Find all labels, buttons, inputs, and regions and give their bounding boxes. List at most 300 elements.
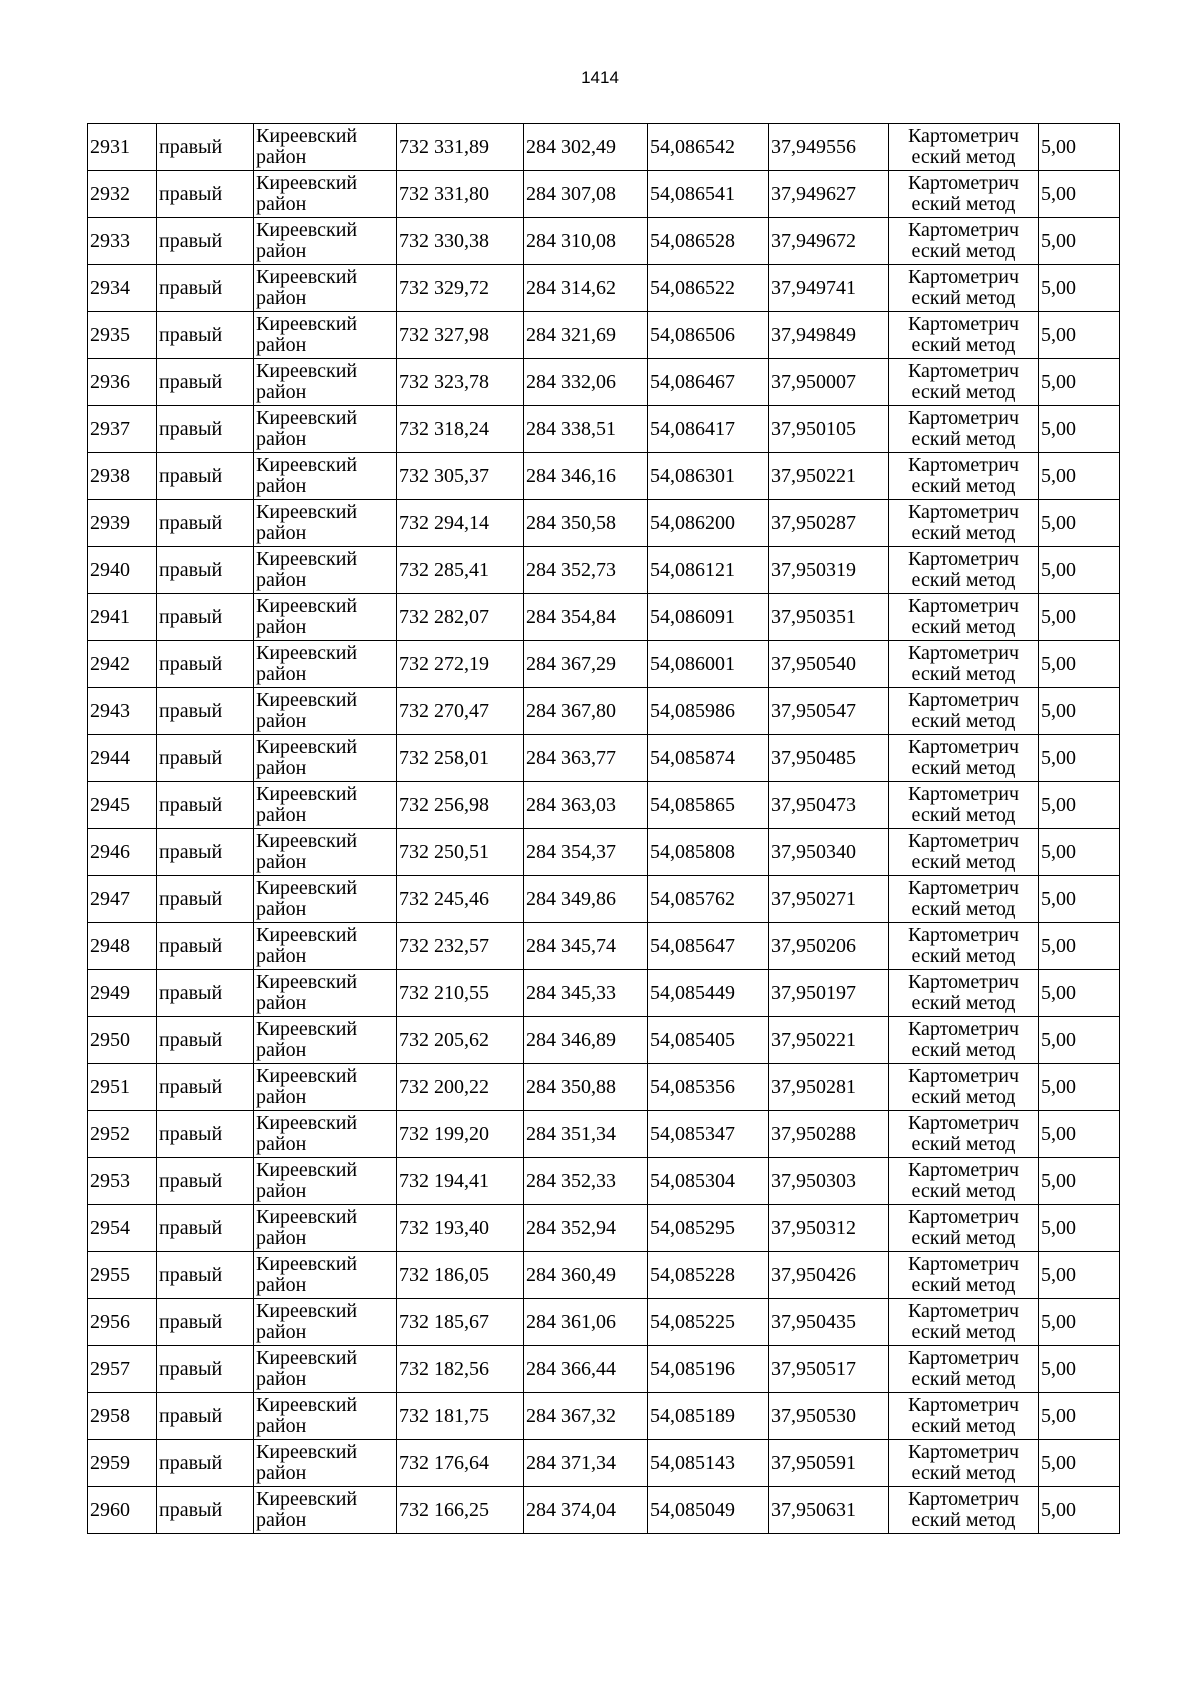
method-cell-line: Картометрич xyxy=(907,595,1020,617)
method-cell xyxy=(889,1064,1039,1111)
district-cell xyxy=(254,1064,397,1111)
point-number-cell: 2939 xyxy=(88,500,157,547)
accuracy-cell: 5,00 xyxy=(1039,500,1120,547)
method-cell xyxy=(889,265,1039,312)
point-number-cell: 2951 xyxy=(88,1064,157,1111)
coord-x-cell: 732 245,46 xyxy=(397,876,524,923)
table-row xyxy=(88,688,1120,735)
coord-y-cell: 284 363,03 xyxy=(524,782,648,829)
method-cell xyxy=(889,171,1039,218)
district-cell-line: район xyxy=(256,240,307,262)
method-cell-line: еский метод xyxy=(911,475,1016,497)
district-cell xyxy=(254,688,397,735)
coord-x-cell: 732 185,67 xyxy=(397,1299,524,1346)
district-cell-line: Киреевский xyxy=(256,1347,358,1369)
method-cell xyxy=(889,923,1039,970)
accuracy-cell: 5,00 xyxy=(1039,1487,1120,1534)
latitude-cell: 54,085295 xyxy=(648,1205,769,1252)
longitude-cell: 37,950517 xyxy=(769,1346,889,1393)
district-cell-line: район xyxy=(256,1415,307,1437)
bank-side-cell: правый xyxy=(157,1252,254,1299)
method-cell-line: еский метод xyxy=(911,992,1016,1014)
coord-x-cell: 732 258,01 xyxy=(397,735,524,782)
district-cell-line: район xyxy=(256,1180,307,1202)
district-cell-line: район xyxy=(256,569,307,591)
coord-y-cell: 284 332,06 xyxy=(524,359,648,406)
district-cell xyxy=(254,923,397,970)
district-cell xyxy=(254,594,397,641)
point-number-cell: 2937 xyxy=(88,406,157,453)
point-number-cell: 2950 xyxy=(88,1017,157,1064)
method-cell-line: Картометрич xyxy=(907,1159,1020,1181)
method-cell-line: еский метод xyxy=(911,146,1016,168)
method-cell xyxy=(889,782,1039,829)
district-cell-line: район xyxy=(256,1133,307,1155)
district-cell-line: район xyxy=(256,428,307,450)
district-cell-line: Киреевский xyxy=(256,407,358,429)
coord-y-cell: 284 367,80 xyxy=(524,688,648,735)
bank-side-cell: правый xyxy=(157,641,254,688)
table-row xyxy=(88,923,1120,970)
table-row xyxy=(88,171,1120,218)
district-cell-line: район xyxy=(256,146,307,168)
table-row xyxy=(88,218,1120,265)
method-cell xyxy=(889,312,1039,359)
point-number-cell: 2946 xyxy=(88,829,157,876)
latitude-cell: 54,086301 xyxy=(648,453,769,500)
longitude-cell: 37,950473 xyxy=(769,782,889,829)
point-number-cell: 2957 xyxy=(88,1346,157,1393)
method-cell xyxy=(889,1440,1039,1487)
longitude-cell: 37,950303 xyxy=(769,1158,889,1205)
coord-y-cell: 284 363,77 xyxy=(524,735,648,782)
table-row xyxy=(88,312,1120,359)
district-cell-line: район xyxy=(256,1227,307,1249)
district-cell-line: район xyxy=(256,1274,307,1296)
bank-side-cell: правый xyxy=(157,1064,254,1111)
latitude-cell: 54,086091 xyxy=(648,594,769,641)
coord-y-cell: 284 346,89 xyxy=(524,1017,648,1064)
method-cell xyxy=(889,829,1039,876)
coord-x-cell: 732 200,22 xyxy=(397,1064,524,1111)
longitude-cell: 37,950426 xyxy=(769,1252,889,1299)
method-cell-line: Картометрич xyxy=(907,125,1020,147)
coord-x-cell: 732 294,14 xyxy=(397,500,524,547)
accuracy-cell: 5,00 xyxy=(1039,406,1120,453)
district-cell xyxy=(254,970,397,1017)
latitude-cell: 54,085143 xyxy=(648,1440,769,1487)
coord-y-cell: 284 352,94 xyxy=(524,1205,648,1252)
method-cell xyxy=(889,1017,1039,1064)
bank-side-cell: правый xyxy=(157,500,254,547)
method-cell-line: еский метод xyxy=(911,1415,1016,1437)
method-cell-line: Картометрич xyxy=(907,360,1020,382)
longitude-cell: 37,950007 xyxy=(769,359,889,406)
coord-y-cell: 284 354,84 xyxy=(524,594,648,641)
point-number-cell: 2944 xyxy=(88,735,157,782)
table-row xyxy=(88,1346,1120,1393)
latitude-cell: 54,085865 xyxy=(648,782,769,829)
district-cell-line: район xyxy=(256,475,307,497)
accuracy-cell: 5,00 xyxy=(1039,359,1120,406)
method-cell-line: еский метод xyxy=(911,1227,1016,1249)
point-number-cell: 2932 xyxy=(88,171,157,218)
method-cell-line: Картометрич xyxy=(907,407,1020,429)
point-number-cell: 2943 xyxy=(88,688,157,735)
longitude-cell: 37,950631 xyxy=(769,1487,889,1534)
bank-side-cell: правый xyxy=(157,265,254,312)
bank-side-cell: правый xyxy=(157,218,254,265)
table-row xyxy=(88,1064,1120,1111)
longitude-cell: 37,950206 xyxy=(769,923,889,970)
bank-side-cell: правый xyxy=(157,312,254,359)
coord-y-cell: 284 302,49 xyxy=(524,124,648,171)
table-row xyxy=(88,500,1120,547)
latitude-cell: 54,085228 xyxy=(648,1252,769,1299)
district-cell xyxy=(254,312,397,359)
accuracy-cell: 5,00 xyxy=(1039,312,1120,359)
method-cell xyxy=(889,1487,1039,1534)
coord-x-cell: 732 182,56 xyxy=(397,1346,524,1393)
district-cell xyxy=(254,782,397,829)
latitude-cell: 54,085225 xyxy=(648,1299,769,1346)
longitude-cell: 37,950319 xyxy=(769,547,889,594)
district-cell-line: район xyxy=(256,287,307,309)
bank-side-cell: правый xyxy=(157,1487,254,1534)
accuracy-cell: 5,00 xyxy=(1039,453,1120,500)
coord-x-cell: 732 193,40 xyxy=(397,1205,524,1252)
table-row xyxy=(88,359,1120,406)
latitude-cell: 54,086506 xyxy=(648,312,769,359)
bank-side-cell: правый xyxy=(157,1205,254,1252)
accuracy-cell: 5,00 xyxy=(1039,735,1120,782)
method-cell-line: Картометрич xyxy=(907,830,1020,852)
method-cell-line: Картометрич xyxy=(907,1394,1020,1416)
coord-y-cell: 284 350,58 xyxy=(524,500,648,547)
coord-x-cell: 732 194,41 xyxy=(397,1158,524,1205)
table-row xyxy=(88,547,1120,594)
accuracy-cell: 5,00 xyxy=(1039,970,1120,1017)
method-cell-line: Картометрич xyxy=(907,313,1020,335)
method-cell-line: еский метод xyxy=(911,240,1016,262)
bank-side-cell: правый xyxy=(157,594,254,641)
coord-x-cell: 732 272,19 xyxy=(397,641,524,688)
method-cell xyxy=(889,218,1039,265)
district-cell xyxy=(254,265,397,312)
district-cell-line: район xyxy=(256,898,307,920)
district-cell-line: район xyxy=(256,1039,307,1061)
bank-side-cell: правый xyxy=(157,1017,254,1064)
method-cell xyxy=(889,641,1039,688)
district-cell-line: Киреевский xyxy=(256,1394,358,1416)
coord-x-cell: 732 205,62 xyxy=(397,1017,524,1064)
latitude-cell: 54,085808 xyxy=(648,829,769,876)
latitude-cell: 54,086200 xyxy=(648,500,769,547)
method-cell xyxy=(889,1205,1039,1252)
table-row xyxy=(88,829,1120,876)
coord-y-cell: 284 371,34 xyxy=(524,1440,648,1487)
method-cell-line: еский метод xyxy=(911,1368,1016,1390)
longitude-cell: 37,950351 xyxy=(769,594,889,641)
method-cell-line: еский метод xyxy=(911,1509,1016,1531)
table-row xyxy=(88,1487,1120,1534)
latitude-cell: 54,085986 xyxy=(648,688,769,735)
district-cell-line: Киреевский xyxy=(256,877,358,899)
point-number-cell: 2949 xyxy=(88,970,157,1017)
district-cell-line: район xyxy=(256,1509,307,1531)
latitude-cell: 54,085049 xyxy=(648,1487,769,1534)
latitude-cell: 54,085356 xyxy=(648,1064,769,1111)
coord-y-cell: 284 346,16 xyxy=(524,453,648,500)
latitude-cell: 54,086417 xyxy=(648,406,769,453)
bank-side-cell: правый xyxy=(157,1111,254,1158)
method-cell-line: Картометрич xyxy=(907,783,1020,805)
accuracy-cell: 5,00 xyxy=(1039,1252,1120,1299)
method-cell xyxy=(889,735,1039,782)
bank-side-cell: правый xyxy=(157,1158,254,1205)
method-cell-line: Картометрич xyxy=(907,548,1020,570)
district-cell xyxy=(254,359,397,406)
coord-y-cell: 284 314,62 xyxy=(524,265,648,312)
bank-side-cell: правый xyxy=(157,923,254,970)
coord-y-cell: 284 310,08 xyxy=(524,218,648,265)
bank-side-cell: правый xyxy=(157,688,254,735)
point-number-cell: 2948 xyxy=(88,923,157,970)
method-cell-line: Картометрич xyxy=(907,736,1020,758)
district-cell-line: район xyxy=(256,992,307,1014)
district-cell-line: Киреевский xyxy=(256,454,358,476)
method-cell-line: Картометрич xyxy=(907,1488,1020,1510)
district-cell xyxy=(254,218,397,265)
district-cell xyxy=(254,500,397,547)
district-cell-line: Киреевский xyxy=(256,1112,358,1134)
district-cell-line: Киреевский xyxy=(256,689,358,711)
longitude-cell: 37,950221 xyxy=(769,1017,889,1064)
coord-y-cell: 284 360,49 xyxy=(524,1252,648,1299)
latitude-cell: 54,086542 xyxy=(648,124,769,171)
district-cell-line: район xyxy=(256,710,307,732)
method-cell-line: Картометрич xyxy=(907,501,1020,523)
method-cell-line: Картометрич xyxy=(907,1347,1020,1369)
latitude-cell: 54,085647 xyxy=(648,923,769,970)
district-cell-line: район xyxy=(256,334,307,356)
accuracy-cell: 5,00 xyxy=(1039,547,1120,594)
bank-side-cell: правый xyxy=(157,970,254,1017)
point-number-cell: 2933 xyxy=(88,218,157,265)
method-cell-line: еский метод xyxy=(911,569,1016,591)
accuracy-cell: 5,00 xyxy=(1039,124,1120,171)
district-cell-line: Киреевский xyxy=(256,266,358,288)
point-number-cell: 2947 xyxy=(88,876,157,923)
district-cell xyxy=(254,124,397,171)
accuracy-cell: 5,00 xyxy=(1039,1346,1120,1393)
district-cell-line: район xyxy=(256,663,307,685)
accuracy-cell: 5,00 xyxy=(1039,1393,1120,1440)
coord-x-cell: 732 166,25 xyxy=(397,1487,524,1534)
accuracy-cell: 5,00 xyxy=(1039,1299,1120,1346)
coord-x-cell: 732 232,57 xyxy=(397,923,524,970)
method-cell xyxy=(889,406,1039,453)
method-cell-line: еский метод xyxy=(911,1180,1016,1202)
district-cell xyxy=(254,171,397,218)
point-number-cell: 2953 xyxy=(88,1158,157,1205)
longitude-cell: 37,949627 xyxy=(769,171,889,218)
method-cell xyxy=(889,124,1039,171)
method-cell-line: Картометрич xyxy=(907,219,1020,241)
accuracy-cell: 5,00 xyxy=(1039,1205,1120,1252)
method-cell-line: еский метод xyxy=(911,851,1016,873)
district-cell-line: Киреевский xyxy=(256,1159,358,1181)
longitude-cell: 37,950530 xyxy=(769,1393,889,1440)
bank-side-cell: правый xyxy=(157,1440,254,1487)
latitude-cell: 54,085449 xyxy=(648,970,769,1017)
latitude-cell: 54,086541 xyxy=(648,171,769,218)
coord-x-cell: 732 176,64 xyxy=(397,1440,524,1487)
longitude-cell: 37,950547 xyxy=(769,688,889,735)
accuracy-cell: 5,00 xyxy=(1039,876,1120,923)
district-cell-line: район xyxy=(256,616,307,638)
method-cell-line: еский метод xyxy=(911,710,1016,732)
bank-side-cell: правый xyxy=(157,1346,254,1393)
method-cell-line: еский метод xyxy=(911,287,1016,309)
method-cell-line: Картометрич xyxy=(907,1112,1020,1134)
district-cell-line: Киреевский xyxy=(256,219,358,241)
method-cell xyxy=(889,1393,1039,1440)
coord-y-cell: 284 349,86 xyxy=(524,876,648,923)
district-cell xyxy=(254,735,397,782)
district-cell-line: Киреевский xyxy=(256,125,358,147)
longitude-cell: 37,950340 xyxy=(769,829,889,876)
method-cell xyxy=(889,1252,1039,1299)
point-number-cell: 2938 xyxy=(88,453,157,500)
bank-side-cell: правый xyxy=(157,829,254,876)
longitude-cell: 37,949849 xyxy=(769,312,889,359)
district-cell-line: Киреевский xyxy=(256,736,358,758)
latitude-cell: 54,086467 xyxy=(648,359,769,406)
method-cell-line: еский метод xyxy=(911,1086,1016,1108)
method-cell-line: Картометрич xyxy=(907,266,1020,288)
latitude-cell: 54,085874 xyxy=(648,735,769,782)
longitude-cell: 37,950312 xyxy=(769,1205,889,1252)
district-cell-line: Киреевский xyxy=(256,1065,358,1087)
table-row xyxy=(88,265,1120,312)
latitude-cell: 54,086528 xyxy=(648,218,769,265)
district-cell-line: район xyxy=(256,1321,307,1343)
coord-x-cell: 732 305,37 xyxy=(397,453,524,500)
method-cell xyxy=(889,876,1039,923)
district-cell-line: Киреевский xyxy=(256,830,358,852)
table-row xyxy=(88,1440,1120,1487)
method-cell-line: Картометрич xyxy=(907,1441,1020,1463)
bank-side-cell: правый xyxy=(157,782,254,829)
bank-side-cell: правый xyxy=(157,124,254,171)
coord-x-cell: 732 331,89 xyxy=(397,124,524,171)
method-cell-line: еский метод xyxy=(911,1274,1016,1296)
district-cell-line: Киреевский xyxy=(256,1488,358,1510)
coord-y-cell: 284 352,33 xyxy=(524,1158,648,1205)
coord-x-cell: 732 250,51 xyxy=(397,829,524,876)
point-number-cell: 2954 xyxy=(88,1205,157,1252)
district-cell-line: район xyxy=(256,1086,307,1108)
method-cell xyxy=(889,970,1039,1017)
method-cell-line: еский метод xyxy=(911,428,1016,450)
table-row xyxy=(88,641,1120,688)
coord-y-cell: 284 338,51 xyxy=(524,406,648,453)
district-cell-line: район xyxy=(256,522,307,544)
coord-x-cell: 732 329,72 xyxy=(397,265,524,312)
table-row xyxy=(88,453,1120,500)
table-row xyxy=(88,594,1120,641)
district-cell-line: район xyxy=(256,804,307,826)
table-row xyxy=(88,1393,1120,1440)
method-cell-line: еский метод xyxy=(911,193,1016,215)
longitude-cell: 37,950197 xyxy=(769,970,889,1017)
method-cell-line: Картометрич xyxy=(907,1300,1020,1322)
latitude-cell: 54,085196 xyxy=(648,1346,769,1393)
longitude-cell: 37,950591 xyxy=(769,1440,889,1487)
coord-y-cell: 284 366,44 xyxy=(524,1346,648,1393)
coord-x-cell: 732 186,05 xyxy=(397,1252,524,1299)
longitude-cell: 37,950288 xyxy=(769,1111,889,1158)
district-cell xyxy=(254,876,397,923)
bank-side-cell: правый xyxy=(157,359,254,406)
method-cell xyxy=(889,453,1039,500)
latitude-cell: 54,085405 xyxy=(648,1017,769,1064)
district-cell-line: Киреевский xyxy=(256,1441,358,1463)
district-cell xyxy=(254,1158,397,1205)
accuracy-cell: 5,00 xyxy=(1039,1111,1120,1158)
district-cell-line: Киреевский xyxy=(256,642,358,664)
district-cell-line: Киреевский xyxy=(256,360,358,382)
method-cell xyxy=(889,688,1039,735)
accuracy-cell: 5,00 xyxy=(1039,923,1120,970)
longitude-cell: 37,949672 xyxy=(769,218,889,265)
coord-y-cell: 284 354,37 xyxy=(524,829,648,876)
district-cell-line: район xyxy=(256,1462,307,1484)
longitude-cell: 37,949556 xyxy=(769,124,889,171)
district-cell-line: район xyxy=(256,381,307,403)
method-cell xyxy=(889,594,1039,641)
bank-side-cell: правый xyxy=(157,1299,254,1346)
longitude-cell: 37,950221 xyxy=(769,453,889,500)
method-cell-line: Картометрич xyxy=(907,1253,1020,1275)
method-cell xyxy=(889,500,1039,547)
point-number-cell: 2931 xyxy=(88,124,157,171)
district-cell-line: Киреевский xyxy=(256,548,358,570)
longitude-cell: 37,950485 xyxy=(769,735,889,782)
coord-x-cell: 732 327,98 xyxy=(397,312,524,359)
coord-x-cell: 732 210,55 xyxy=(397,970,524,1017)
table-row xyxy=(88,1205,1120,1252)
table-row xyxy=(88,876,1120,923)
district-cell xyxy=(254,406,397,453)
coord-y-cell: 284 361,06 xyxy=(524,1299,648,1346)
longitude-cell: 37,950287 xyxy=(769,500,889,547)
accuracy-cell: 5,00 xyxy=(1039,782,1120,829)
point-number-cell: 2936 xyxy=(88,359,157,406)
point-number-cell: 2935 xyxy=(88,312,157,359)
method-cell-line: еский метод xyxy=(911,1321,1016,1343)
table-row xyxy=(88,735,1120,782)
longitude-cell: 37,949741 xyxy=(769,265,889,312)
method-cell-line: Картометрич xyxy=(907,689,1020,711)
coordinates-table xyxy=(87,123,1120,1534)
coord-x-cell: 732 282,07 xyxy=(397,594,524,641)
district-cell-line: Киреевский xyxy=(256,1206,358,1228)
district-cell-line: Киреевский xyxy=(256,313,358,335)
method-cell-line: еский метод xyxy=(911,1133,1016,1155)
coord-x-cell: 732 199,20 xyxy=(397,1111,524,1158)
